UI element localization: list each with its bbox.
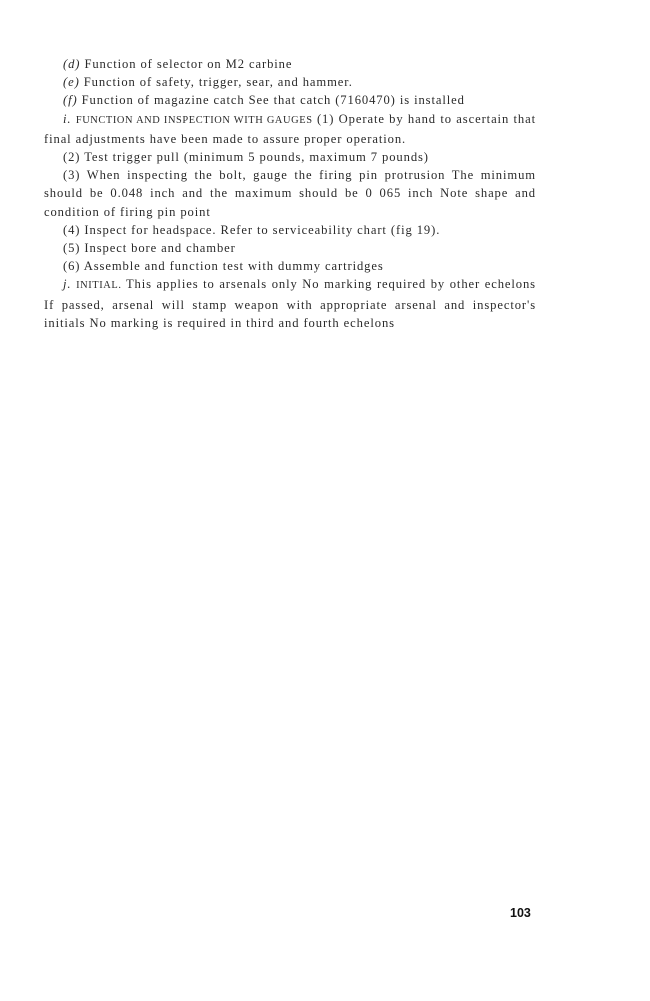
section-text: (3) When inspecting the bolt, gauge the firing pin protrusion The minimum should be 0.048 inch and the maximum should be 0 065 inch Note shape and condition of firing pin point: [44, 168, 536, 219]
section-marker: j.: [63, 277, 72, 292]
paragraph-i-5: [44, 239, 536, 257]
paragraph-i: [44, 110, 536, 148]
paragraph-j: [44, 275, 536, 332]
item-marker: (d): [63, 57, 81, 71]
section-text: (4) Inspect for headspace. Refer to serviceability chart (fig 19).: [63, 222, 441, 237]
section-text: (6) Assemble and function test with dummy cartridges: [63, 259, 384, 274]
item-text: Function of magazine catch See that catch (7160470) is installed: [81, 93, 465, 108]
section-heading: INITIAL.: [76, 280, 122, 292]
section-text: This applies to arsenals only No marking required by other echelons If passed, arsenal will stamp weapon with appropriate arsenal and inspector's initials No marking is required in third and fourth echelons: [44, 277, 536, 330]
document-body: [44, 55, 536, 332]
paragraph-d: [44, 55, 536, 73]
section-heading: FUNCTION AND INSPECTION WITH GAUGES: [75, 114, 313, 126]
section-text: (1) Operate by hand to ascertain that final adjustments have been made to assure proper operation.: [44, 111, 536, 146]
paragraph-i-2: [44, 148, 536, 166]
paragraph-e: [44, 73, 536, 91]
item-marker: (e): [63, 75, 80, 90]
paragraph-f: [44, 91, 536, 109]
item-text: Function of selector on M2 carbine: [84, 57, 293, 71]
section-text: (2) Test trigger pull (minimum 5 pounds, maximum 7 pounds): [63, 150, 429, 165]
section-text: (5) Inspect bore and chamber: [63, 241, 236, 256]
page-number: 103: [510, 906, 531, 920]
item-marker: (f): [63, 93, 78, 108]
item-text: Function of safety, trigger, sear, and hammer.: [83, 75, 353, 90]
paragraph-i-4: [44, 221, 536, 239]
section-marker: i.: [63, 111, 72, 126]
paragraph-i-6: [44, 257, 536, 275]
paragraph-i-3: [44, 166, 536, 221]
